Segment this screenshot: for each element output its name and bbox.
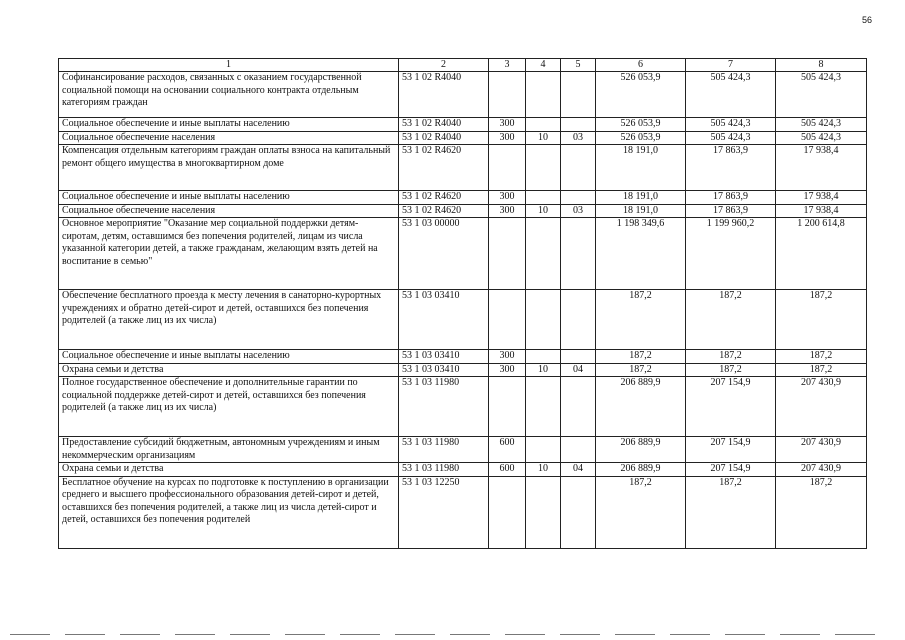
table-row <box>59 290 867 350</box>
row-subsection-cell <box>561 72 596 118</box>
row-expense-type-cell: 300 <box>489 363 526 377</box>
row-year2-amount-cell: 505 424,3 <box>686 72 776 118</box>
row-year3-amount-cell: 17 938,4 <box>776 145 867 191</box>
row-code-cell: 53 1 02 R4620 <box>399 191 489 205</box>
table-row <box>59 191 867 205</box>
row-name-cell: Социальное обеспечение населения <box>59 204 399 218</box>
row-name-cell: Обеспечение бесплатного проезда к месту лечения в санаторно-курортных учреждениях и обратно детей-сирот и детей, оставшихся без попечения родителей (а также лиц из их числа) <box>59 290 399 350</box>
row-year3-amount-cell: 187,2 <box>776 363 867 377</box>
row-year3-amount-cell: 505 424,3 <box>776 131 867 145</box>
table-body <box>59 72 867 549</box>
header-cell: 3 <box>489 59 526 72</box>
row-expense-type-cell <box>489 218 526 290</box>
row-year2-amount-cell: 1 199 960,2 <box>686 218 776 290</box>
row-name-cell: Софинансирование расходов, связанных с оказанием государственной социальной помощи на основании социального контракта отдельным категориям граждан <box>59 72 399 118</box>
table-row <box>59 350 867 364</box>
row-subsection-cell: 04 <box>561 463 596 477</box>
table-row <box>59 218 867 290</box>
row-code-cell: 53 1 03 00000 <box>399 218 489 290</box>
row-subsection-cell: 04 <box>561 363 596 377</box>
row-expense-type-cell <box>489 377 526 437</box>
table-row <box>59 363 867 377</box>
row-year1-amount-cell: 526 053,9 <box>596 131 686 145</box>
row-section-cell <box>526 350 561 364</box>
budget-table <box>58 58 867 549</box>
row-subsection-cell <box>561 191 596 205</box>
row-year2-amount-cell: 17 863,9 <box>686 191 776 205</box>
row-name-cell: Бесплатное обучение на курсах по подготовке к поступлению в организации среднего и высшего профессионального образования детей-сирот и детей, оставшихся без попечения родителей, а также лиц из числа детей-сирот и детей, оставшихся без попечения родителей <box>59 476 399 548</box>
row-subsection-cell <box>561 218 596 290</box>
row-year3-amount-cell: 17 938,4 <box>776 204 867 218</box>
row-year1-amount-cell: 187,2 <box>596 290 686 350</box>
row-year3-amount-cell: 1 200 614,8 <box>776 218 867 290</box>
row-expense-type-cell: 300 <box>489 131 526 145</box>
row-name-cell: Социальное обеспечение и иные выплаты населению <box>59 118 399 132</box>
row-expense-type-cell <box>489 476 526 548</box>
row-name-cell: Полное государственное обеспечение и дополнительные гарантии по социальной поддержке детей-сирот и детей, оставшихся без попечения родителей (а также лиц из их числа) <box>59 377 399 437</box>
row-code-cell: 53 1 03 11980 <box>399 377 489 437</box>
row-expense-type-cell: 300 <box>489 118 526 132</box>
row-subsection-cell: 03 <box>561 131 596 145</box>
row-section-cell <box>526 118 561 132</box>
table-row <box>59 377 867 437</box>
row-year1-amount-cell: 18 191,0 <box>596 204 686 218</box>
row-expense-type-cell: 600 <box>489 437 526 463</box>
row-year2-amount-cell: 207 154,9 <box>686 377 776 437</box>
row-subsection-cell <box>561 118 596 132</box>
table-row <box>59 204 867 218</box>
header-cell: 5 <box>561 59 596 72</box>
row-section-cell <box>526 218 561 290</box>
row-year3-amount-cell: 207 430,9 <box>776 377 867 437</box>
row-section-cell <box>526 290 561 350</box>
table-row <box>59 131 867 145</box>
page-bottom-rule <box>10 634 880 635</box>
row-name-cell: Социальное обеспечение и иные выплаты населению <box>59 191 399 205</box>
row-section-cell: 10 <box>526 131 561 145</box>
row-year2-amount-cell: 187,2 <box>686 476 776 548</box>
table-row <box>59 72 867 118</box>
table-row <box>59 118 867 132</box>
row-year3-amount-cell: 187,2 <box>776 290 867 350</box>
row-year3-amount-cell: 187,2 <box>776 350 867 364</box>
table-row <box>59 437 867 463</box>
header-cell: 6 <box>596 59 686 72</box>
table-row <box>59 145 867 191</box>
row-section-cell <box>526 72 561 118</box>
row-year2-amount-cell: 187,2 <box>686 350 776 364</box>
row-year3-amount-cell: 187,2 <box>776 476 867 548</box>
header-row <box>59 59 867 72</box>
row-section-cell <box>526 145 561 191</box>
row-year1-amount-cell: 206 889,9 <box>596 463 686 477</box>
row-subsection-cell <box>561 437 596 463</box>
row-year1-amount-cell: 526 053,9 <box>596 118 686 132</box>
row-year1-amount-cell: 18 191,0 <box>596 145 686 191</box>
header-cell: 2 <box>399 59 489 72</box>
row-subsection-cell <box>561 350 596 364</box>
row-section-cell: 10 <box>526 204 561 218</box>
row-code-cell: 53 1 02 R4620 <box>399 145 489 191</box>
row-year3-amount-cell: 505 424,3 <box>776 72 867 118</box>
row-year1-amount-cell: 187,2 <box>596 350 686 364</box>
row-year2-amount-cell: 17 863,9 <box>686 145 776 191</box>
row-name-cell: Предоставление субсидий бюджетным, автономным учреждениям и иным некоммерческим организациям <box>59 437 399 463</box>
row-year1-amount-cell: 206 889,9 <box>596 437 686 463</box>
row-expense-type-cell: 300 <box>489 191 526 205</box>
page-number: 56 <box>862 15 873 25</box>
row-section-cell <box>526 476 561 548</box>
row-year3-amount-cell: 207 430,9 <box>776 463 867 477</box>
header-cell: 8 <box>776 59 867 72</box>
row-name-cell: Охрана семьи и детства <box>59 463 399 477</box>
row-expense-type-cell <box>489 290 526 350</box>
row-name-cell: Социальное обеспечение и иные выплаты населению <box>59 350 399 364</box>
row-code-cell: 53 1 02 R4040 <box>399 118 489 132</box>
row-code-cell: 53 1 03 03410 <box>399 350 489 364</box>
table-row <box>59 463 867 477</box>
row-name-cell: Основное мероприятие "Оказание мер социальной поддержки детям-сиротам, детям, оставшимся без попечения родителей, лицам из числа указанной категории детей, а также гражданам, желающим взять детей на воспитание в семью" <box>59 218 399 290</box>
row-expense-type-cell <box>489 145 526 191</box>
row-section-cell: 10 <box>526 463 561 477</box>
row-expense-type-cell: 300 <box>489 350 526 364</box>
row-name-cell: Охрана семьи и детства <box>59 363 399 377</box>
row-section-cell <box>526 377 561 437</box>
table-row <box>59 476 867 548</box>
row-year2-amount-cell: 207 154,9 <box>686 463 776 477</box>
row-year2-amount-cell: 187,2 <box>686 290 776 350</box>
row-expense-type-cell: 600 <box>489 463 526 477</box>
header-cell: 7 <box>686 59 776 72</box>
row-section-cell: 10 <box>526 363 561 377</box>
row-name-cell: Социальное обеспечение населения <box>59 131 399 145</box>
row-year1-amount-cell: 187,2 <box>596 476 686 548</box>
row-name-cell: Компенсация отдельным категориям граждан оплаты взноса на капитальный ремонт общего имущества в многоквартирном доме <box>59 145 399 191</box>
row-year2-amount-cell: 17 863,9 <box>686 204 776 218</box>
header-cell: 4 <box>526 59 561 72</box>
row-year1-amount-cell: 206 889,9 <box>596 377 686 437</box>
row-code-cell: 53 1 02 R4620 <box>399 204 489 218</box>
row-subsection-cell <box>561 290 596 350</box>
row-year3-amount-cell: 17 938,4 <box>776 191 867 205</box>
row-year1-amount-cell: 526 053,9 <box>596 72 686 118</box>
row-code-cell: 53 1 02 R4040 <box>399 72 489 118</box>
row-subsection-cell <box>561 476 596 548</box>
row-subsection-cell <box>561 377 596 437</box>
row-subsection-cell <box>561 145 596 191</box>
row-expense-type-cell: 300 <box>489 204 526 218</box>
row-year1-amount-cell: 1 198 349,6 <box>596 218 686 290</box>
row-year2-amount-cell: 505 424,3 <box>686 118 776 132</box>
row-year3-amount-cell: 505 424,3 <box>776 118 867 132</box>
row-year2-amount-cell: 187,2 <box>686 363 776 377</box>
row-year2-amount-cell: 207 154,9 <box>686 437 776 463</box>
row-year1-amount-cell: 187,2 <box>596 363 686 377</box>
header-cell: 1 <box>59 59 399 72</box>
row-section-cell <box>526 437 561 463</box>
row-year3-amount-cell: 207 430,9 <box>776 437 867 463</box>
row-subsection-cell: 03 <box>561 204 596 218</box>
row-section-cell <box>526 191 561 205</box>
row-code-cell: 53 1 03 03410 <box>399 363 489 377</box>
row-code-cell: 53 1 03 11980 <box>399 437 489 463</box>
row-code-cell: 53 1 03 12250 <box>399 476 489 548</box>
row-expense-type-cell <box>489 72 526 118</box>
row-code-cell: 53 1 03 11980 <box>399 463 489 477</box>
row-code-cell: 53 1 02 R4040 <box>399 131 489 145</box>
row-year2-amount-cell: 505 424,3 <box>686 131 776 145</box>
row-year1-amount-cell: 18 191,0 <box>596 191 686 205</box>
row-code-cell: 53 1 03 03410 <box>399 290 489 350</box>
